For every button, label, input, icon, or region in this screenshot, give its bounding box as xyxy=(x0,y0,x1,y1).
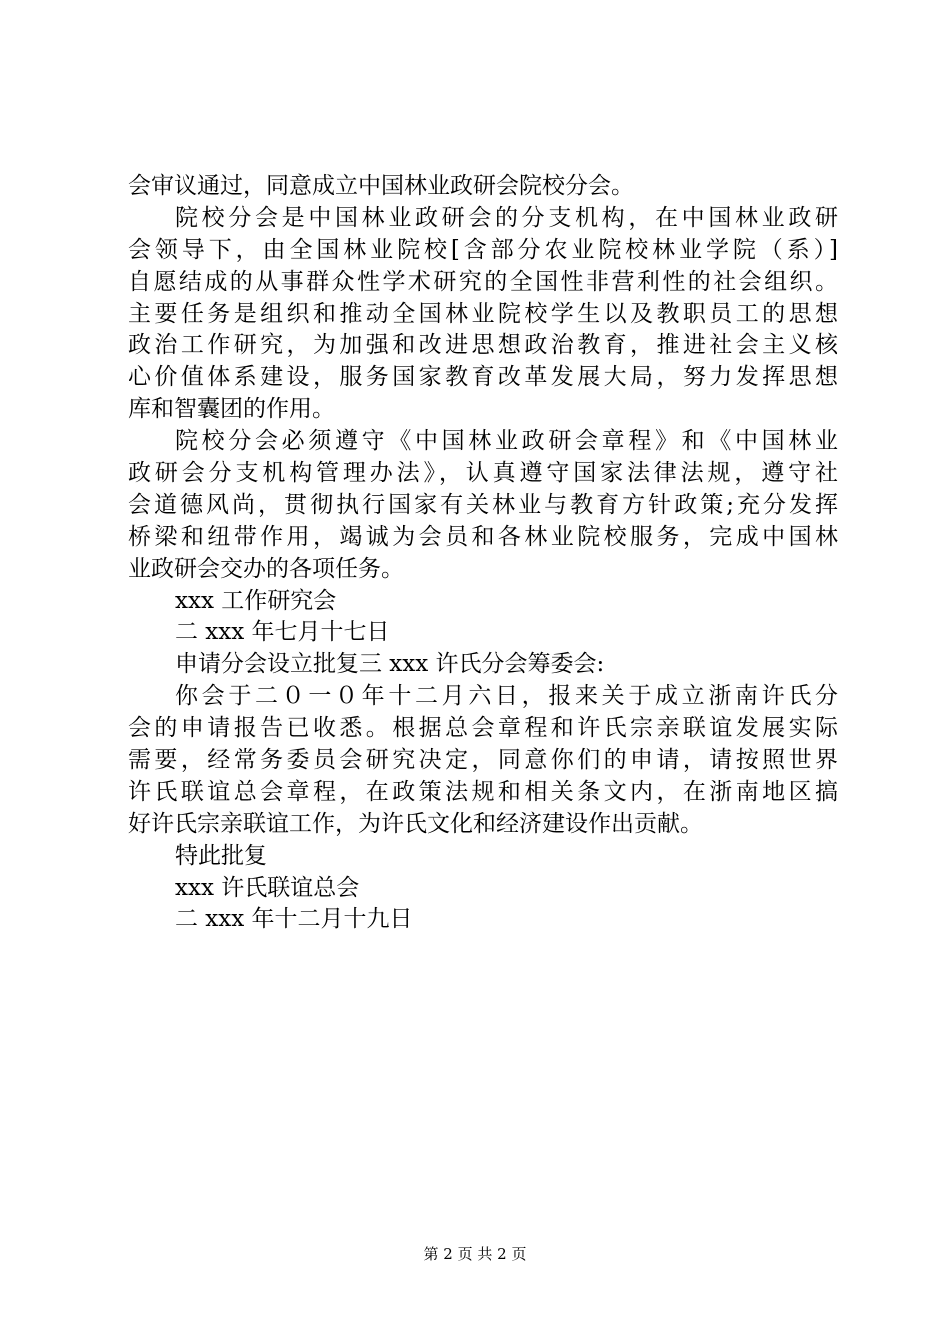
page-number-footer: 第 2 页 共 2 页 xyxy=(423,1245,527,1263)
signature-line: xxx 许氏联谊总会 xyxy=(175,874,360,901)
heading-line: 申请分会设立批复三 xxx 许氏分会筹委会: xyxy=(175,651,605,678)
body-line: 会道德风尚，贯彻执行国家有关林业与教育方针政策;充分发挥 xyxy=(128,491,838,518)
body-line: 你会于二０一０年十二月六日，报来关于成立浙南许氏分 xyxy=(175,683,838,710)
signature-line: xxx 工作研究会 xyxy=(175,587,337,614)
body-line: 业政研会交办的各项任务。 xyxy=(128,555,404,582)
closing-line: 特此批复 xyxy=(175,842,267,869)
body-line: 桥梁和纽带作用，竭诚为会员和各林业院校服务，完成中国林 xyxy=(128,523,838,550)
document-body xyxy=(128,171,838,936)
body-line: 许氏联谊总会章程，在政策法规和相关条文内，在浙南地区搞 xyxy=(128,778,838,805)
body-line: 需要，经常务委员会研究决定，同意你们的申请，请按照世界 xyxy=(128,747,838,774)
body-line: 主要任务是组织和推动全国林业院校学生以及教职员工的思想 xyxy=(128,300,838,327)
body-line: 政研会分支机构管理办法》，认真遵守国家法律法规，遵守社 xyxy=(128,460,838,487)
body-line: 自愿结成的从事群众性学术研究的全国性非营利性的社会组织。 xyxy=(128,268,838,295)
body-line: 政治工作研究，为加强和改进思想政治教育，推进社会主义核 xyxy=(128,332,838,359)
body-line: 库和智囊团的作用。 xyxy=(128,396,335,423)
date-line: 二 xxx 年七月十七日 xyxy=(175,619,390,646)
body-line: 会领导下，由全国林业院校[含部分农业院校林业学院（系）] xyxy=(128,236,838,263)
body-line: 会的申请报告已收悉。根据总会章程和许氏宗亲联谊发展实际 xyxy=(128,715,838,742)
body-line: 好许氏宗亲联谊工作，为许氏文化和经济建设作出贡献。 xyxy=(128,810,703,837)
body-line: 院校分会是中国林业政研会的分支机构，在中国林业政研 xyxy=(175,204,838,231)
body-line: 院校分会必须遵守《中国林业政研会章程》和《中国林业 xyxy=(175,428,838,455)
body-line: 心价值体系建设，服务国家教育改革发展大局，努力发挥思想 xyxy=(128,364,838,391)
body-line: 会审议通过，同意成立中国林业政研会院校分会。 xyxy=(128,173,634,199)
date-line: 二 xxx 年十二月十九日 xyxy=(175,906,413,933)
